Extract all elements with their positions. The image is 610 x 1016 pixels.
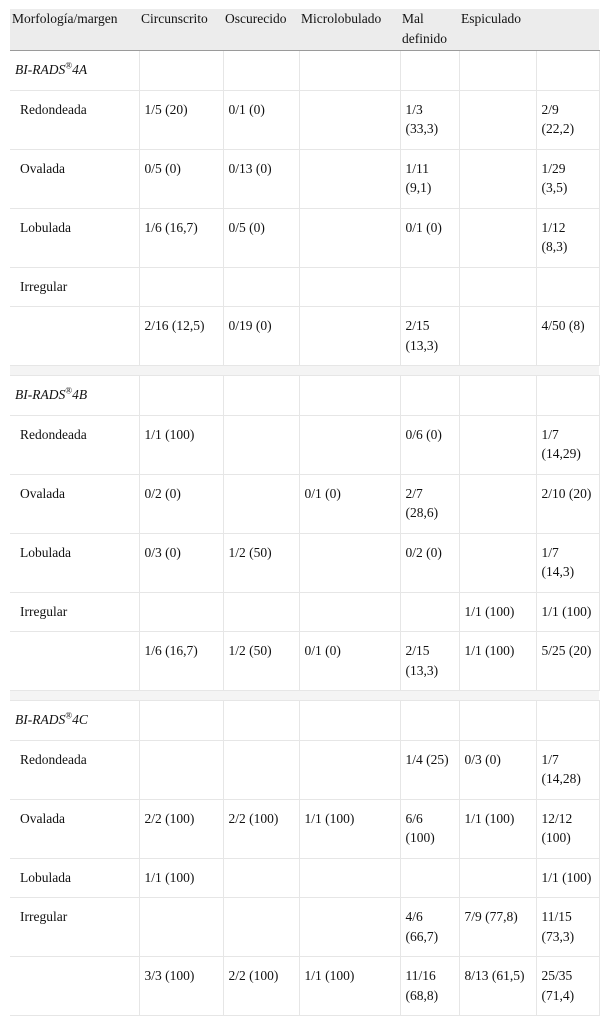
table-cell: 8/13 (61,5) bbox=[459, 957, 536, 1016]
table-cell: 2/2 (100) bbox=[223, 799, 299, 858]
row-label: Redondeada bbox=[10, 740, 139, 799]
section-spacer bbox=[10, 366, 599, 376]
table-cell bbox=[400, 267, 459, 307]
row-label: Irregular bbox=[10, 592, 139, 632]
empty-cell bbox=[536, 51, 599, 91]
section-suffix: 4B bbox=[72, 387, 88, 402]
header-cell bbox=[536, 9, 599, 51]
table-cell: 1/29 (3,5) bbox=[536, 149, 599, 208]
header-cell: Mal definido bbox=[400, 9, 459, 51]
table-cell: 1/4 (25) bbox=[400, 740, 459, 799]
table-cell: 0/3 (0) bbox=[139, 533, 223, 592]
table-cell: 0/2 (0) bbox=[139, 474, 223, 533]
row-label: Redondeada bbox=[10, 90, 139, 149]
section-title bbox=[10, 51, 139, 91]
table-cell: 0/1 (0) bbox=[299, 632, 400, 691]
table-cell: 3/3 (100) bbox=[139, 957, 223, 1016]
empty-cell bbox=[139, 376, 223, 416]
spacer-cell bbox=[139, 366, 223, 376]
header-cell: Morfología/margen bbox=[10, 9, 139, 51]
table-cell: 2/2 (100) bbox=[223, 957, 299, 1016]
table-cell: 2/7 (28,6) bbox=[400, 474, 459, 533]
table-cell: 1/1 (100) bbox=[459, 632, 536, 691]
empty-cell bbox=[536, 701, 599, 741]
header-row bbox=[10, 9, 599, 51]
empty-cell bbox=[223, 376, 299, 416]
empty-cell bbox=[223, 51, 299, 91]
row-label bbox=[10, 957, 139, 1016]
table-cell: 0/19 (0) bbox=[223, 307, 299, 366]
spacer-cell bbox=[400, 691, 459, 701]
table-cell bbox=[459, 149, 536, 208]
section-name: BI-RADS bbox=[15, 712, 66, 727]
registered-mark: ® bbox=[65, 60, 73, 71]
table-cell: 11/15 (73,3) bbox=[536, 898, 599, 957]
table-cell: 1/7 (14,29) bbox=[536, 415, 599, 474]
section-header-row bbox=[10, 376, 599, 416]
table-cell bbox=[459, 415, 536, 474]
table-cell bbox=[299, 740, 400, 799]
table-cell: 0/5 (0) bbox=[139, 149, 223, 208]
table-cell: 1/1 (100) bbox=[139, 415, 223, 474]
empty-cell bbox=[299, 51, 400, 91]
spacer-cell bbox=[223, 366, 299, 376]
empty-cell bbox=[400, 376, 459, 416]
section-name: BI-RADS bbox=[15, 387, 66, 402]
table-cell bbox=[299, 592, 400, 632]
table-cell: 1/1 (100) bbox=[299, 957, 400, 1016]
spacer-cell bbox=[223, 691, 299, 701]
spacer-cell bbox=[536, 366, 599, 376]
table-cell bbox=[139, 740, 223, 799]
table-cell: 1/1 (100) bbox=[299, 799, 400, 858]
header-cell: Microlobulado bbox=[299, 9, 400, 51]
results-table bbox=[10, 9, 600, 1016]
table-cell bbox=[459, 474, 536, 533]
registered-mark: ® bbox=[65, 385, 73, 396]
table-cell bbox=[139, 267, 223, 307]
table-cell bbox=[536, 267, 599, 307]
table-cell bbox=[223, 740, 299, 799]
table-cell: 1/6 (16,7) bbox=[139, 208, 223, 267]
table-cell: 1/2 (50) bbox=[223, 632, 299, 691]
table-cell: 1/5 (20) bbox=[139, 90, 223, 149]
empty-cell bbox=[459, 701, 536, 741]
row-label: Ovalada bbox=[10, 799, 139, 858]
header-cell: Circunscrito bbox=[139, 9, 223, 51]
table-cell: 1/1 (100) bbox=[459, 799, 536, 858]
empty-cell bbox=[139, 701, 223, 741]
table-cell: 1/1 (100) bbox=[536, 858, 599, 898]
spacer-cell bbox=[10, 691, 139, 701]
row-label bbox=[10, 632, 139, 691]
spacer-cell bbox=[139, 691, 223, 701]
table-cell: 1/7 (14,3) bbox=[536, 533, 599, 592]
registered-mark: ® bbox=[65, 710, 73, 721]
section-suffix: 4A bbox=[72, 62, 88, 77]
table-cell bbox=[459, 267, 536, 307]
empty-cell bbox=[139, 51, 223, 91]
table-cell: 1/1 (100) bbox=[459, 592, 536, 632]
table-cell: 0/1 (0) bbox=[299, 474, 400, 533]
row-label: Redondeada bbox=[10, 415, 139, 474]
table-cell: 7/9 (77,8) bbox=[459, 898, 536, 957]
table-cell: 0/1 (0) bbox=[223, 90, 299, 149]
row-label: Irregular bbox=[10, 898, 139, 957]
table-cell: 1/1 (100) bbox=[139, 858, 223, 898]
table-cell bbox=[223, 898, 299, 957]
table-row bbox=[10, 957, 599, 1016]
table-cell: 1/11 (9,1) bbox=[400, 149, 459, 208]
row-label: Lobulada bbox=[10, 858, 139, 898]
table-cell bbox=[139, 592, 223, 632]
table-cell: 4/6 (66,7) bbox=[400, 898, 459, 957]
section-name: BI-RADS bbox=[15, 62, 66, 77]
empty-cell bbox=[459, 51, 536, 91]
row-label: Lobulada bbox=[10, 208, 139, 267]
table-cell bbox=[223, 592, 299, 632]
table-cell: 2/2 (100) bbox=[139, 799, 223, 858]
spacer-cell bbox=[10, 366, 139, 376]
table-cell bbox=[400, 592, 459, 632]
table-cell: 2/9 (22,2) bbox=[536, 90, 599, 149]
table-cell: 1/12 (8,3) bbox=[536, 208, 599, 267]
table-row bbox=[10, 474, 599, 533]
table-cell: 1/1 (100) bbox=[536, 592, 599, 632]
table-cell bbox=[299, 858, 400, 898]
table-row bbox=[10, 592, 599, 632]
header-cell: Oscurecido bbox=[223, 9, 299, 51]
table-row bbox=[10, 267, 599, 307]
table-cell bbox=[299, 898, 400, 957]
table-cell bbox=[299, 307, 400, 366]
empty-cell bbox=[299, 376, 400, 416]
row-label: Ovalada bbox=[10, 149, 139, 208]
table-cell bbox=[459, 90, 536, 149]
table-cell: 1/2 (50) bbox=[223, 533, 299, 592]
table-row bbox=[10, 632, 599, 691]
empty-cell bbox=[299, 701, 400, 741]
spacer-cell bbox=[299, 366, 400, 376]
empty-cell bbox=[400, 701, 459, 741]
table-cell bbox=[299, 90, 400, 149]
table-header bbox=[10, 9, 599, 51]
table-cell: 0/6 (0) bbox=[400, 415, 459, 474]
spacer-cell bbox=[299, 691, 400, 701]
table-row bbox=[10, 415, 599, 474]
table-cell bbox=[459, 208, 536, 267]
empty-cell bbox=[536, 376, 599, 416]
row-label: Lobulada bbox=[10, 533, 139, 592]
table-body bbox=[10, 51, 599, 1016]
section-title bbox=[10, 376, 139, 416]
table-cell: 25/35 (71,4) bbox=[536, 957, 599, 1016]
table-cell: 1/6 (16,7) bbox=[139, 632, 223, 691]
empty-cell bbox=[223, 701, 299, 741]
table-row bbox=[10, 208, 599, 267]
row-label: Ovalada bbox=[10, 474, 139, 533]
table-cell: 5/25 (20) bbox=[536, 632, 599, 691]
table-cell: 2/15 (13,3) bbox=[400, 307, 459, 366]
table-cell bbox=[459, 858, 536, 898]
table-cell bbox=[459, 307, 536, 366]
table-row bbox=[10, 858, 599, 898]
table-row bbox=[10, 90, 599, 149]
spacer-cell bbox=[536, 691, 599, 701]
spacer-cell bbox=[459, 691, 536, 701]
table-cell bbox=[223, 474, 299, 533]
table-cell bbox=[299, 533, 400, 592]
table-cell bbox=[223, 858, 299, 898]
table-cell: 0/1 (0) bbox=[400, 208, 459, 267]
table-cell: 2/10 (20) bbox=[536, 474, 599, 533]
section-header-row bbox=[10, 51, 599, 91]
empty-cell bbox=[400, 51, 459, 91]
table-cell: 0/5 (0) bbox=[223, 208, 299, 267]
table-cell bbox=[139, 898, 223, 957]
table-row bbox=[10, 799, 599, 858]
row-label: Irregular bbox=[10, 267, 139, 307]
empty-cell bbox=[459, 376, 536, 416]
spacer-cell bbox=[459, 366, 536, 376]
table-cell: 11/16 (68,8) bbox=[400, 957, 459, 1016]
spacer-cell bbox=[400, 366, 459, 376]
table-cell bbox=[299, 415, 400, 474]
table-row bbox=[10, 533, 599, 592]
table-cell bbox=[223, 267, 299, 307]
table-cell: 6/6 (100) bbox=[400, 799, 459, 858]
table-cell: 12/12 (100) bbox=[536, 799, 599, 858]
section-spacer bbox=[10, 691, 599, 701]
table-cell: 2/15 (13,3) bbox=[400, 632, 459, 691]
table-cell bbox=[459, 533, 536, 592]
table-cell bbox=[299, 208, 400, 267]
section-header-row bbox=[10, 701, 599, 741]
table-cell: 4/50 (8) bbox=[536, 307, 599, 366]
table-row bbox=[10, 898, 599, 957]
table-cell: 0/2 (0) bbox=[400, 533, 459, 592]
table-cell bbox=[223, 415, 299, 474]
table-row bbox=[10, 149, 599, 208]
table-row bbox=[10, 307, 599, 366]
table-cell bbox=[299, 267, 400, 307]
table-cell bbox=[400, 858, 459, 898]
table-cell: 1/3 (33,3) bbox=[400, 90, 459, 149]
table-cell: 0/3 (0) bbox=[459, 740, 536, 799]
row-label bbox=[10, 307, 139, 366]
table-cell: 0/13 (0) bbox=[223, 149, 299, 208]
table-row bbox=[10, 740, 599, 799]
section-suffix: 4C bbox=[72, 712, 88, 727]
table-cell: 1/7 (14,28) bbox=[536, 740, 599, 799]
header-cell: Espiculado bbox=[459, 9, 536, 51]
table-cell: 2/16 (12,5) bbox=[139, 307, 223, 366]
section-title bbox=[10, 701, 139, 741]
table-cell bbox=[299, 149, 400, 208]
